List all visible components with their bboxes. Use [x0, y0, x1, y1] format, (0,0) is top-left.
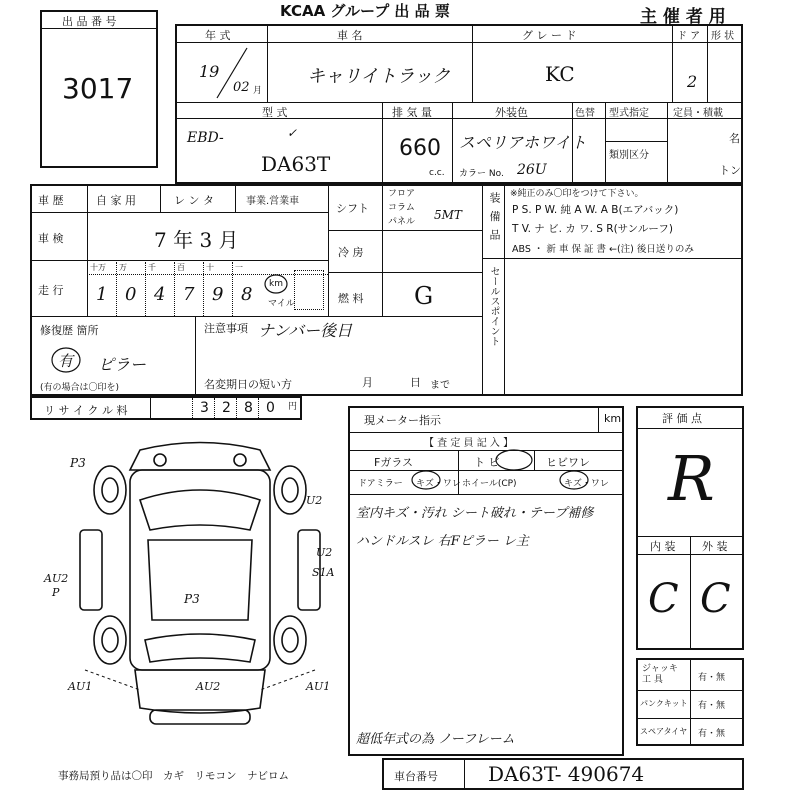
score-value: R [668, 442, 715, 515]
ac-label: 冷 房 [338, 246, 364, 259]
month-suffix: 月 [253, 86, 263, 96]
displacement-label: 排 気 量 [392, 106, 432, 119]
mirror-label: ドアミラー [358, 479, 403, 489]
jack-value: 有・無 [698, 673, 726, 683]
mileage-digit-header: 一 [235, 263, 243, 272]
repair-value: 有 [58, 352, 74, 370]
inspection-label: 車 検 [38, 232, 64, 245]
model-label: 型 式 [262, 106, 288, 119]
inspector-comment-3: 超低年式の為 ノーフレーム [356, 732, 515, 747]
displacement-unit: c.c. [429, 168, 445, 178]
deadline-month: 月 [362, 376, 373, 389]
car-name-label: 車 名 [337, 29, 363, 42]
capacity-unit-people: 名 [729, 132, 740, 145]
inspector-comment-2: ハンドルスレ 右Fピラー レ主 [356, 534, 529, 549]
history-label: 車 歴 [38, 194, 64, 207]
repair-sub: (有の場合は〇印を) [40, 383, 120, 393]
wheel-label: ホイール(CP) [462, 479, 517, 489]
capacity-label: 定員・積載 [673, 108, 723, 119]
diagram-mark-p3-center: P3 [184, 592, 200, 606]
inspector-box [348, 406, 624, 756]
puncture-kit-value: 有・無 [698, 701, 726, 711]
mileage-digit: 8 [241, 284, 253, 305]
score-label: 評 価 点 [662, 412, 702, 425]
sales-point-label: セールスポイント [488, 266, 499, 346]
grade-value: KC [545, 62, 575, 86]
glass-label: Fガラス [374, 456, 413, 469]
displacement-value: 660 [399, 136, 441, 161]
score-box [636, 406, 744, 650]
body-label: 形 状 [711, 31, 735, 42]
diagram-mark-au2-left: AU2 [44, 572, 69, 585]
deadline-suffix: まで [430, 380, 450, 391]
recycle-digit: 2 [222, 400, 231, 416]
fuel-label: 燃 料 [338, 292, 364, 305]
wheel-options: キズ・ワレ [564, 479, 609, 489]
lot-number-box [40, 10, 158, 168]
category-label: 類別区分 [609, 150, 649, 161]
chassis-value: DA63T- 490674 [488, 762, 645, 786]
diagram-mark-au1-right: AU1 [306, 680, 331, 693]
capacity-unit-ton: トン [719, 164, 741, 177]
chassis-box [382, 758, 744, 790]
recycle-digit: 3 [200, 400, 209, 416]
usage-table [30, 184, 743, 396]
shift-option-floor: フロア [388, 189, 416, 199]
diagram-mark-au2-bottom: AU2 [196, 680, 221, 693]
diagram-mark-s1a: S1A [312, 566, 335, 579]
mirror-options: キズ・ワレ [416, 479, 461, 489]
repair-value-note: ピラー [98, 355, 147, 374]
inspector-comment-1: 室内キズ・汚れ シート破れ・テープ補修 [356, 506, 594, 521]
mileage-digit-header: 百 [177, 263, 185, 272]
diagram-mark-u2-right-top: U2 [306, 494, 323, 507]
shift-value: 5MT [434, 208, 462, 222]
usage-option-rental: レ ン タ [174, 194, 214, 207]
interior-value: C [648, 576, 679, 622]
inspector-header: 【 査 定 員 記 入 】 [424, 438, 514, 449]
kit-box [636, 658, 744, 746]
door-label: ド ア [677, 31, 701, 42]
vehicle-table [175, 24, 743, 184]
recycle-digit: 0 [266, 400, 275, 416]
mileage-digit-header: 十万 [90, 263, 106, 272]
chassis-label: 車台番号 [394, 770, 438, 783]
form-title: KCAA グループ 出 品 票 [280, 2, 450, 20]
mileage-digit-header: 千 [148, 263, 156, 272]
diagram-mark-p3-top: P3 [70, 456, 86, 470]
exterior-value: C [700, 576, 731, 622]
deadline-day: 日 [410, 376, 421, 389]
repair-label: 修復歴 箇所 [40, 324, 99, 337]
usage-option-business: 事業.営業車 [246, 196, 300, 207]
mileage-digit-header: 十 [206, 263, 214, 272]
equipment-line-1: P S. P W. 純 A W. A B(エアバック) [512, 204, 679, 216]
color-change-label: 色替 [575, 108, 595, 119]
glass-option-chip: ト ビ [474, 456, 500, 469]
recycle-digit: 8 [244, 400, 253, 416]
car-diagram [80, 440, 323, 740]
equipment-line-3: ABS ・ 新 車 保 証 書 ←(注) 後日送りのみ [512, 244, 694, 255]
mileage-digit: 9 [212, 284, 224, 305]
mileage-digit-header: 万 [119, 263, 127, 272]
model-value: DA63T [261, 152, 331, 176]
glass-option-crack: ヒビワレ [546, 456, 590, 469]
exterior-label: 外 装 [702, 540, 728, 553]
jack-label: ジャッキ 工 具 [642, 664, 678, 685]
grade-label: グ レ ー ド [522, 29, 577, 42]
mileage-label: 走 行 [38, 284, 64, 297]
meter-unit: km [604, 412, 622, 425]
month-value: 02 [233, 80, 250, 95]
meter-label: 現メーター指示 [364, 414, 441, 427]
model-prefix: EBD- [187, 130, 224, 146]
mileage-digit: 1 [96, 284, 108, 305]
diagram-mark-au1-left: AU1 [68, 680, 93, 693]
diagram-mark-u2-right-mid: U2 [316, 546, 333, 559]
color-no-value: 26U [517, 162, 547, 178]
usage-option-private: 自 家 用 [96, 194, 136, 207]
shift-label: シフト [336, 202, 369, 215]
fuel-value: G [414, 282, 434, 310]
door-value: 2 [687, 72, 698, 91]
color-label: 外装色 [495, 106, 528, 119]
notes-value: ナンバー後日 [258, 321, 353, 340]
recycle-label: リ サ イ ク ル 料 [44, 404, 128, 417]
spare-tire-label: スペアタイヤ [640, 727, 688, 736]
deadline-label: 名変期日の短い方 [204, 378, 292, 391]
recycle-unit: 円 [288, 402, 298, 412]
shift-option-panel: パネル [388, 217, 416, 227]
year-value: 19 [199, 62, 220, 81]
interior-label: 内 装 [650, 540, 676, 553]
spare-tire-value: 有・無 [698, 729, 726, 739]
office-items: 事務局預り品は〇印 カギ リモコン ナビロム [58, 770, 289, 782]
mileage-digit: 0 [125, 284, 137, 305]
model-check: ✓ [287, 126, 298, 140]
color-value: スペリアホワイト [459, 133, 587, 152]
lot-number-value: 3017 [62, 72, 134, 105]
unit-mile: マイル [268, 299, 295, 309]
lot-number-label: 出 品 番 号 [62, 15, 117, 28]
diagram-mark-p-left: P [52, 586, 60, 599]
inspection-value: 7 年 3 月 [154, 228, 239, 252]
year-label: 年 式 [205, 29, 231, 42]
recycle-box [30, 396, 302, 420]
shift-option-column: コラム [388, 203, 415, 213]
equipment-note: ※純正のみ〇印をつけて下さい。 [510, 189, 644, 199]
unit-km: km [269, 279, 283, 289]
notes-label: 注意事項 [204, 322, 248, 335]
color-no-label: カラー No. [459, 169, 504, 179]
sponsor-label: 主 催 者 用 [640, 7, 726, 27]
designation-label: 型式指定 [609, 108, 649, 119]
mileage-digit: 7 [183, 284, 195, 305]
equipment-line-2: T V. ナ ビ. カ ワ. S R(サンルーフ) [512, 223, 673, 235]
puncture-kit-label: パンクキット [640, 699, 688, 708]
car-name-value: キャリイトラック [307, 66, 451, 87]
mileage-digit: 4 [154, 284, 166, 305]
equipment-label: 装 備 品 [488, 192, 501, 242]
